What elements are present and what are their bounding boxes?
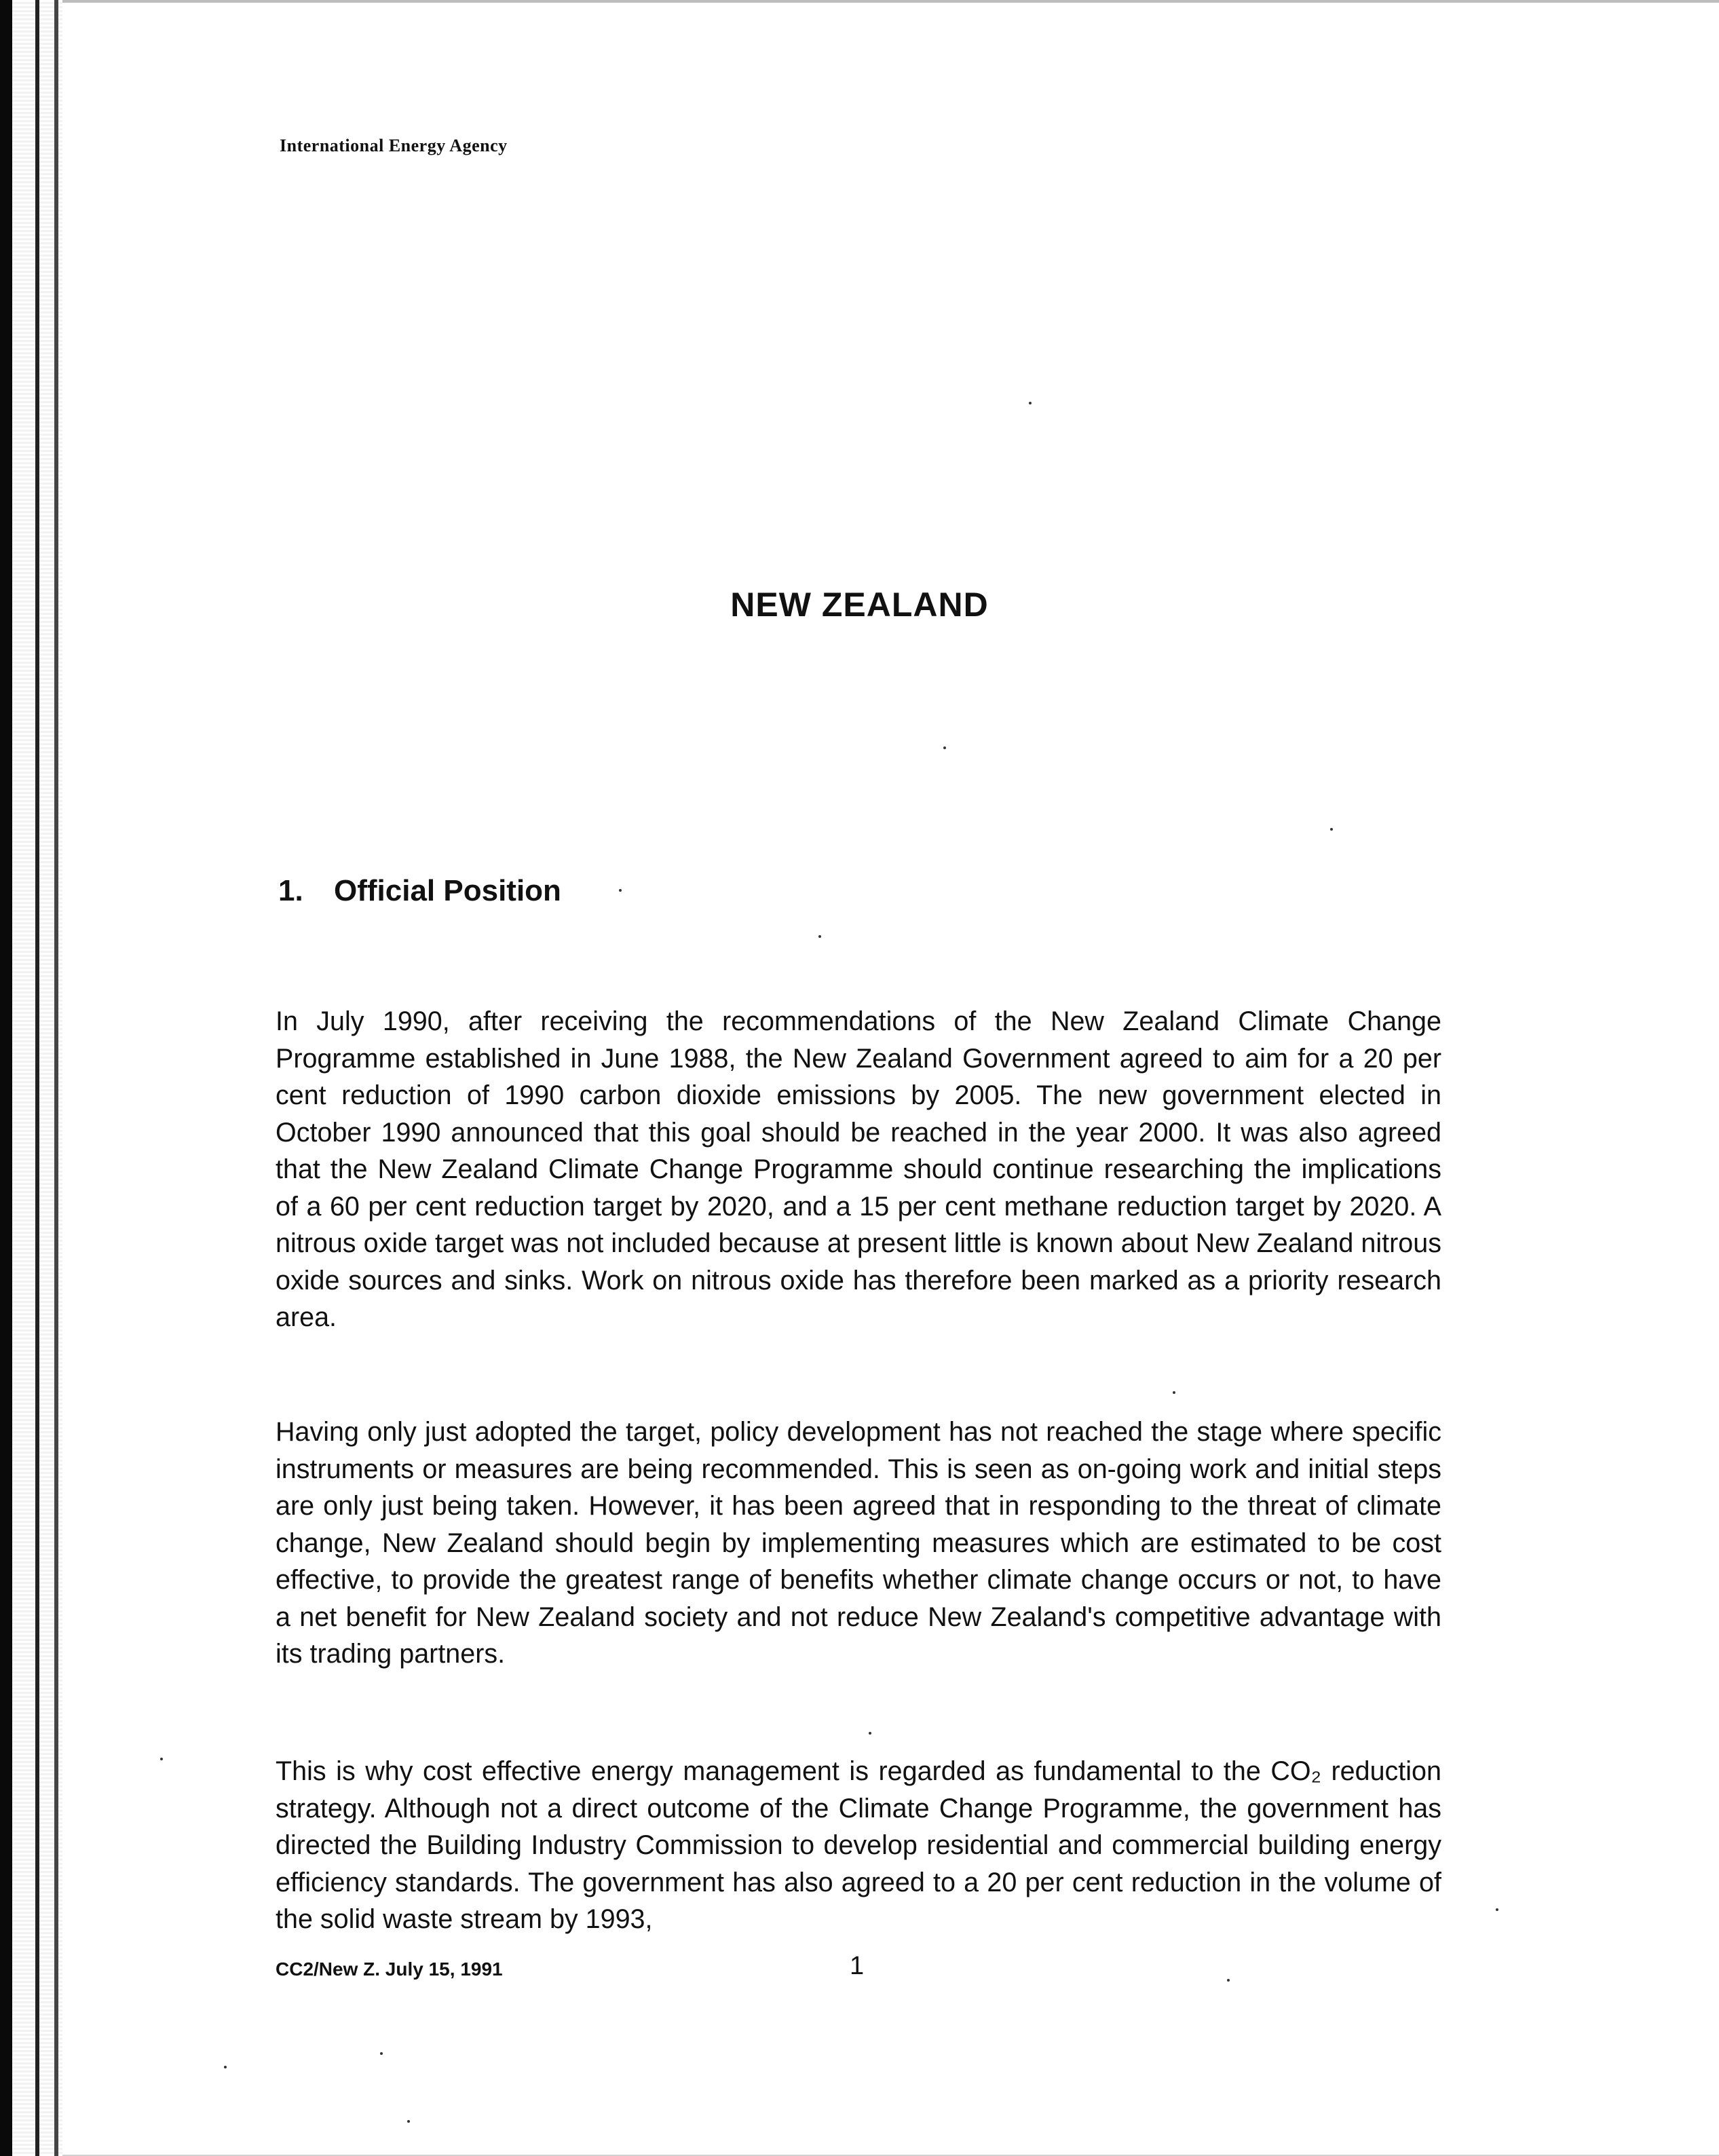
scan-speck: [943, 746, 946, 749]
scan-speck: [1173, 1391, 1175, 1394]
section-heading: [278, 874, 561, 908]
scan-speck: [869, 1732, 871, 1735]
scan-binding-edge: [0, 0, 62, 2156]
scan-top-edge: [62, 0, 1719, 3]
section-heading-text: Official Position: [334, 874, 561, 907]
scan-speck: [1029, 402, 1032, 404]
binding-bar-inner: [54, 0, 58, 2156]
scan-speck: [160, 1758, 163, 1760]
document-title: NEW ZEALAND: [730, 586, 989, 624]
footer-reference: CC2/New Z. July 15, 1991: [276, 1959, 503, 1980]
paragraph-3: This is why cost effective energy management is regarded as fundamental to the CO₂ reduction strategy. Although not a direct outcome of the Climate Change Programme, the government has directed the Building Industry Commission to develop residential and commercial building energy efficiency standards. The government has also agreed to a 20 per cent reduction in the volume of the solid waste stream by 1993,: [276, 1756, 1441, 1934]
scan-speck: [818, 935, 821, 938]
scan-speck: [380, 2052, 383, 2055]
scan-speck: [1330, 828, 1333, 831]
paragraph-2: Having only just adopted the target, policy development has not reached the stage where specific instruments or measures are being recommended. This is seen as on-going work and initial steps are only just being taken. However, it has been agreed that in responding to the threat of climate change, New Zealand should begin by implementing measures which are estimated to be cost effective, to provide the greatest range of benefits whether climate change occurs or not, to have a net benefit for New Zealand society and not reduce New Zealand's competitive advantage with its trading partners.: [276, 1417, 1441, 1669]
footer-page-number: 1: [850, 1952, 865, 1980]
scan-speck: [1227, 1979, 1230, 1982]
binding-bar-outer: [0, 0, 12, 2156]
scan-speck: [1496, 1908, 1498, 1911]
page-header-organization: International Energy Agency: [280, 136, 508, 155]
scan-speck: [224, 2066, 227, 2068]
section-number: 1.: [278, 874, 303, 907]
scan-speck: [619, 889, 622, 892]
scan-speck: [407, 2120, 410, 2123]
paragraph-1: In July 1990, after receiving the recommendations of the New Zealand Climate Change Programme established in June 1988, the New Zealand Government agreed to aim for a 20 per cent reduction of 1990 carbon dioxide emissions by 2005. The new government elected in October 1990 announced that this goal should be reached in the year 2000. It was also agreed that the New Zealand Climate Change Programme should continue researching the implications of a 60 per cent reduction target by 2020, and a 15 per cent methane reduction target by 2020. A nitrous oxide target was not included because at present little is known about New Zealand nitrous oxide sources and sinks. Work on nitrous oxide has therefore been marked as a priority research area.: [276, 1006, 1441, 1332]
binding-bar-mid: [35, 0, 39, 2156]
